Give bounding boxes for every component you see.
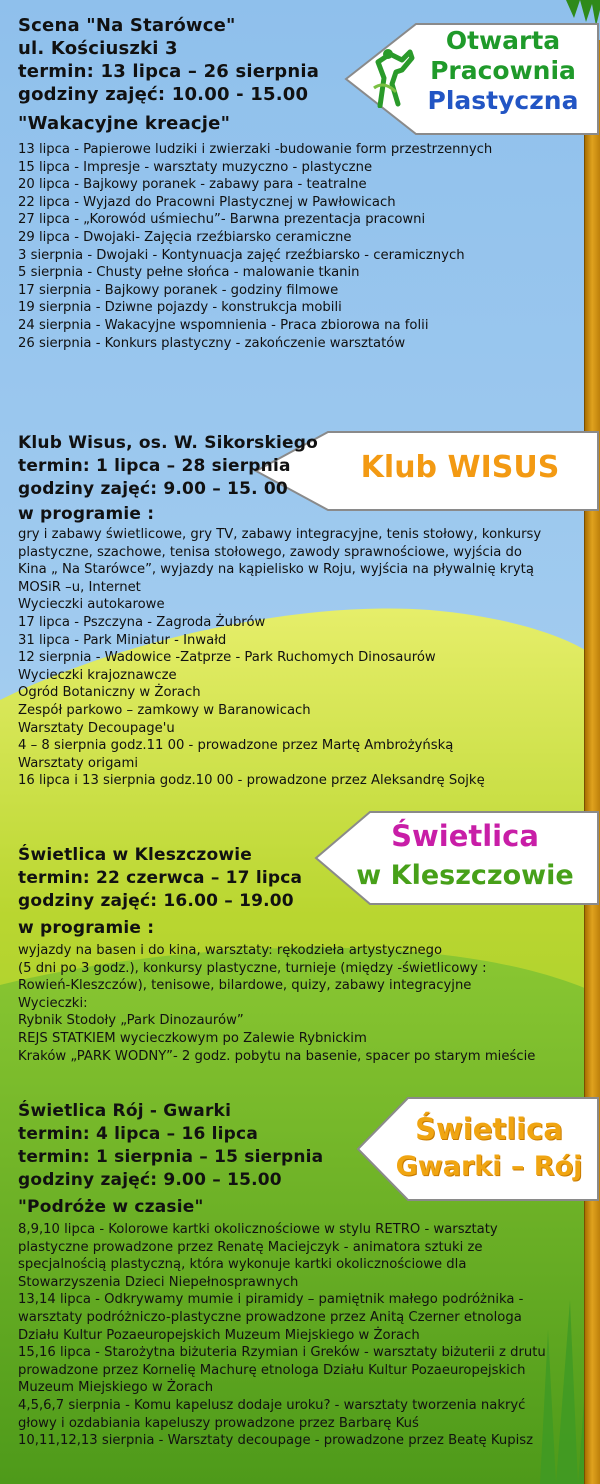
sign1-line2: Pracownia [430, 56, 576, 85]
list-item: 27 lipca - „Korowód uśmiechu”- Barwna prezentacja pracowni [18, 212, 426, 228]
list-item: Kina „ Na Starówce”, wyjazdy na kąpielisko w Roju, wyjścia na pływalnię krytą [18, 562, 534, 578]
sign3-line1: Świetlica [391, 819, 539, 853]
section4-subtitle: "Podróże w czasie" [18, 1197, 204, 1217]
sign4-line2: Gwarki – Rój [395, 1151, 583, 1182]
list-item: 17 lipca - Pszczyna - Zagroda Żubrów [18, 614, 266, 630]
section1-hours: godziny zajęć: 10.00 - 15.00 [18, 84, 309, 105]
list-item: głowy i ozdabiania kapeluszy prowadzone przez Barbarę Kuś [18, 1415, 419, 1431]
list-item: prowadzone przez Kornelię Machurę etnologa Działu Kultur Pozaeuropejskich [18, 1362, 526, 1378]
list-item: Wycieczki autokarowe [18, 597, 165, 613]
list-item: 15 lipca - Impresje - warsztaty muzyczno - plastyczne [18, 159, 373, 175]
list-item: 4,5,6,7 sierpnia - Komu kapelusz dodaje uroku? - warsztaty tworzenia nakryć [18, 1397, 526, 1413]
section4-list [18, 1221, 546, 1450]
section3-title: Świetlica w Kleszczowie [18, 845, 253, 865]
section4-term1: termin: 4 lipca – 16 lipca [18, 1124, 259, 1144]
list-item: 13,14 lipca - Odkrywamy mumie i piramidy – pamiętnik małego podróżnika - [18, 1292, 524, 1308]
list-item: 5 sierpnia - Chusty pełne słońca - malowanie tkanin [18, 265, 360, 281]
section1-address: ul. Kościuszki 3 [18, 38, 178, 59]
list-item: plastyczne, szachowe, tenisa stołowego, zawody sprawnościowe, wyjścia do [18, 544, 522, 560]
section4-term2: termin: 1 sierpnia – 15 sierpnia [18, 1147, 324, 1167]
section3-program-label: w programie : [18, 918, 155, 938]
section4-title: Świetlica Rój - Gwarki [18, 1101, 232, 1121]
section1-subtitle: "Wakacyjne kreacje" [18, 113, 231, 134]
list-item: Kraków „PARK WODNY”- 2 godz. pobytu na basenie, spacer po starym mieście [18, 1048, 536, 1064]
list-item: Muzeum Miejskiego w Żorach [18, 1380, 214, 1396]
list-item: 31 lipca - Park Miniatur - Inwałd [18, 632, 227, 648]
section2-program-label: w programie : [18, 504, 155, 524]
list-item: Warsztaty Decoupage'u [18, 720, 175, 736]
list-item: MOSiR –u, Internet [18, 579, 141, 595]
list-item: Rybnik Stodoły „Park Dinozaurów” [18, 1013, 244, 1029]
sign1-line3: Plastyczna [427, 86, 579, 115]
list-item: 22 lipca - Wyjazd do Pracowni Plastycznej w Pawłowicach [18, 194, 396, 210]
list-item: plastyczne prowadzone przez Renatę Maciejczyk - animatora sztuki ze [18, 1239, 483, 1255]
section2-title: Klub Wisus, os. W. Sikorskiego [18, 433, 319, 453]
sign-swietlica-gwarki [386, 1110, 592, 1186]
sign2-line1: Klub WISUS [360, 450, 560, 485]
section2-hours: godziny zajęć: 9.00 – 15. 00 [18, 479, 288, 499]
section1-list [18, 141, 492, 352]
sign4-line1: Świetlica [415, 1112, 563, 1146]
list-item: 3 sierpnia - Dwojaki - Kontynuacja zajęć rzeźbiarsko - ceramicznych [18, 247, 465, 263]
sign-swietlica-kleszczow [340, 816, 590, 896]
list-item: Stowarzyszenia Dzieci Niepełnosprawnych [18, 1274, 299, 1290]
section2-list [18, 526, 541, 790]
list-item: Rowień-Kleszczów), tenisowe, bilardowe, quizy, zabawy integracyjne [18, 978, 472, 994]
signpost-pole [584, 40, 600, 1484]
section3-list [18, 942, 535, 1065]
list-item: Zespół parkowo – zamkowy w Baranowicach [18, 702, 311, 718]
section4-hours: godziny zajęć: 9.00 – 15.00 [18, 1170, 282, 1190]
list-item: Ogród Botaniczny w Żorach [18, 685, 201, 701]
list-item: 10,11,12,13 sierpnia - Warsztaty decoupage - prowadzone przez Beatę Kupisz [18, 1433, 534, 1449]
list-item: wyjazdy na basen i do kina, warsztaty: rękodzieła artystycznego [18, 943, 443, 958]
list-item: Wycieczki krajoznawcze [18, 667, 177, 683]
list-item: (5 dni po 3 godz.), konkursy plastyczne, turnieje (między -świetlicowy : [18, 960, 487, 976]
sign3-line2: w Kleszczowie [356, 860, 574, 891]
section1-title: Scena "Na Starówce" [18, 15, 236, 36]
list-item: Warsztaty origami [18, 755, 139, 771]
list-item: 17 sierpnia - Bajkowy poranek - godziny filmowe [18, 282, 339, 298]
painter-figure-icon [372, 48, 416, 108]
list-item: 20 lipca - Bajkowy poranek - zabawy para - teatralne [18, 177, 367, 193]
section1-term: termin: 13 lipca – 26 sierpnia [18, 61, 320, 82]
list-item: 26 sierpnia - Konkurs plastyczny - zakończenie warsztatów [18, 335, 406, 351]
list-item: 24 sierpnia - Wakacyjne wspomnienia - Praca zbiorowa na folii [18, 317, 429, 333]
list-item: 4 – 8 sierpnia godz.11 00 - prowadzone przez Martę Ambrożyńską [18, 738, 454, 754]
list-item: 8,9,10 lipca - Kolorowe kartki okolicznościowe w stylu RETRO - warsztaty [18, 1222, 498, 1237]
list-item: warsztaty podróżniczo-plastyczne prowadzone przez Anitą Czerner etnologa [18, 1309, 522, 1325]
list-item: Działu Kultur Pozaeuropejskich Muzeum Miejskiego w Żorach [18, 1327, 420, 1343]
list-item: Wycieczki: [18, 995, 88, 1011]
list-item: 12 sierpnia - Wadowice -Zatprze - Park Ruchomych Dinosaurów [18, 650, 436, 666]
section2-term: termin: 1 lipca – 28 sierpnia [18, 456, 291, 476]
sign-klub-wisus [330, 448, 590, 488]
list-item: REJS STATKIEM wycieczkowym po Zalewie Rybnickim [18, 1030, 367, 1046]
sign1-line1: Otwarta [445, 26, 561, 55]
list-item: specjalnością plastyczną, która wykonuje kartki okolicznościowe dla [18, 1257, 467, 1273]
list-item: gry i zabawy świetlicowe, gry TV, zabawy integracyjne, tenis stołowy, konkursy [18, 527, 542, 542]
list-item: 13 lipca - Papierowe ludziki i zwierzaki -budowanie form przestrzennych [18, 142, 493, 157]
list-item: 16 lipca i 13 sierpnia godz.10 00 - prowadzone przez Aleksandrę Sojkę [18, 773, 485, 789]
section3-hours: godziny zajęć: 16.00 – 19.00 [18, 891, 294, 911]
section3-term: termin: 22 czerwca – 17 lipca [18, 868, 303, 888]
list-item: 15,16 lipca - Starożytna biżuteria Rzymian i Greków - warsztaty biżuterii z drutu [18, 1345, 546, 1361]
list-item: 29 lipca - Dwojaki- Zajęcia rzeźbiarsko ceramiczne [18, 229, 352, 245]
list-item: 19 sierpnia - Dziwne pojazdy - konstrukcja mobili [18, 300, 342, 316]
sign-otwarta-pracownia [410, 26, 596, 116]
